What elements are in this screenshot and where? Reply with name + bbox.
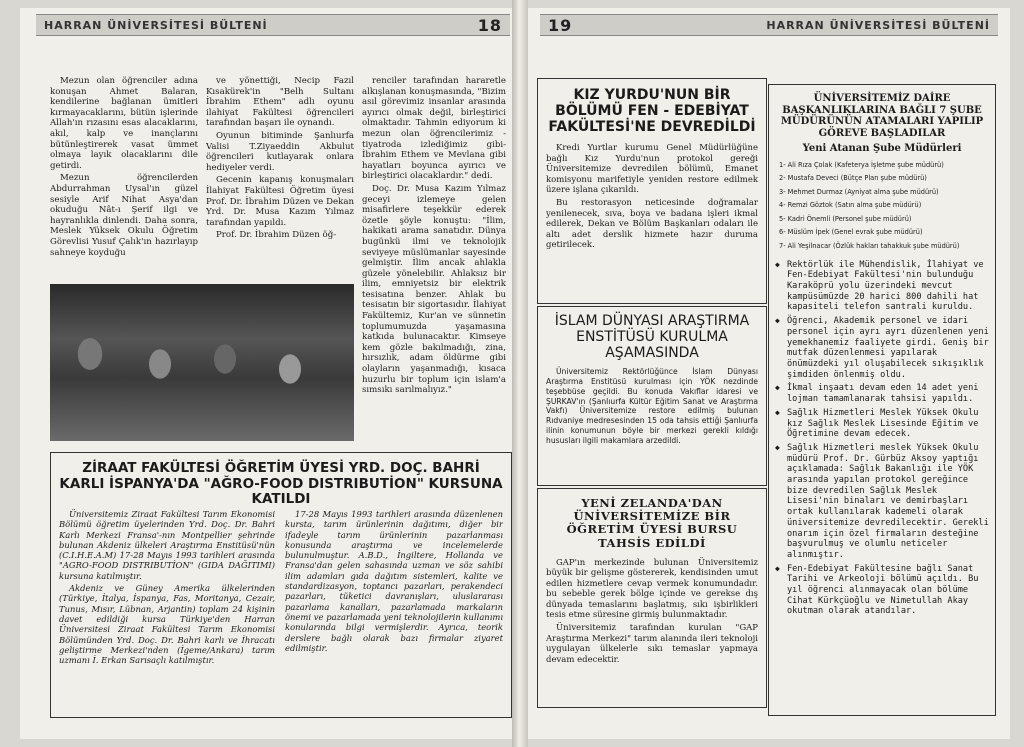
manager-item: 3- Mehmet Durmaz (Ayniyat alma şube müdürü): [779, 187, 939, 196]
right-page-number: 19: [548, 15, 573, 35]
ziraat-col2: [285, 509, 503, 711]
news-bullet: ◆ İkmal inşaatı devam eden 14 adet yeni lojman tamamlanarak tahsisi yapıldı.: [775, 383, 989, 404]
paragraph: Prof. Dr. İbrahim Düzen öğ-: [216, 230, 337, 241]
paragraph: Üniversitemiz Ziraat Fakültesi Tarım Ekonomisi Bölümü öğretim üyelerinden Yrd. Doç. Dr. Bahri Karlı Merkezi Fransa'-nın Montpellier şehrinde bulunan Akdeniz ülkeleri Araştırma Enstitüsü'nün (C.I.H.E.A.M) 17-28 Mayıs 1993 tarihleri arasında "AGRO-FOOD DISTRIBUTİON" (GIDA DAĞITIMI) kursuna katılmıştır.: [59, 509, 275, 581]
islam-title: İSLAM DÜNYASI ARAŞTIRMA ENSTİTÜSÜ KURULMA AŞAMASINDA: [554, 313, 750, 362]
manager-item: 2- Mustafa Deveci (Bütçe Plan şube müdürü): [779, 174, 927, 183]
manager-list: [773, 159, 995, 254]
left-page-header: [36, 14, 510, 36]
news-bullet: ◆ Fen-Edebiyat Fakültesine bağlı Sanat Tarihi ve Arkeoloji bölümü açıldı. Bu yıl öğrenci alınmayacak olan bölüme Cihat Kürkçüoğlu ve Nimetullah Akay okutman olarak atandılar.: [775, 564, 989, 618]
news-bullet: ◆ Sağlık Hizmetleri meslek Yüksek Okulu müdürü Prof. Dr. Gürbüz Aksoy yaptığı açıklamada: Sağlık Bakanlığı ile YÖK arasında yapılan protokol gereğince bize devredilen Sağlık Meslek Lisesi'nin binaları ve demirbaşları ortak kullanılarak kademeli olarak üniversitemize devredilecektir. Gerekli onarım için özel firmaların desteğine başvurulmuş ve olumlu neticeler alınmıştır.: [775, 443, 989, 561]
left-article-col2: [206, 76, 354, 278]
manager-item: 7- Ali Yeşilnacar (Özlük hakları tahakkuk şube müdürü): [779, 242, 960, 251]
left-page-number: 18: [477, 15, 502, 35]
ziraat-col1: [59, 509, 275, 711]
paragraph: Oyunun bitiminde Şanlıurfa Valisi T.Ziyaeddin Akbulut öğrencileri kutlayarak onlara hediyeler verdi.: [206, 130, 354, 173]
ziraat-title: ZİRAAT FAKÜLTESİ ÖĞRETİM ÜYESİ YRD. DOÇ. BAHRİ KARLI İSPANYA'DA "AĞRO-FOOD DISTRIBUTİON" KURSUNA KATILDI: [59, 460, 503, 508]
islam-arastirma-box: [537, 306, 767, 486]
news-bullet: ◆ Rektörlük ile Mühendislik, İlahiyat ve Fen-Edebiyat Fakültesi'nin bulunduğu Karaköprü yolu üzerindeki mevcut kampüsümüzde 20 harici 800 dahili hat kapasiteli telefon santrali kuruldu.: [775, 260, 989, 314]
paragraph: Üniversitemiz Rektörlüğünce İslam Dünyası Araştırma Enstitüsü kurulması için YÖK nezdinde teşebbüse geçildi. Bu konuda Vakıflar idaresi ve ŞURKAV'ın (Şanlıurfa Kültür Eğitim Sanat ve Araştırma Vakfı) Üniversitemize restore edilmiş bulunan Rıdvaniye medresesinden 15 oda tahsis ettiği Şanlıurfa ilinin konumunun böyle bir merkezi gerekli kıldığı hususları ilgili makamlara arzedildi.: [546, 367, 758, 445]
kiz-yurdu-box: [537, 78, 767, 304]
paragraph: GAP'ın merkezinde bulunan Üniversitemiz büyük bir gelişme göstererek, kendisinden umut edilen hizmetlere cevap vermek konumundadır. bu sebeble gerek bölge içinde ve gerekse dış dünyada temaslarını başlatmış, sıkı işbirlikleri tesis etme süresine girmiş bulunmaktadır.: [546, 557, 758, 620]
paragraph: Akdeniz ve Güney Amerika ülkelerinden (Türkiye, İtalya, İspanya, Fas, Moritanya, Cezair, Tunus, Mısır, Lübnan, Arjantin) toplam 24 kişinin davet edildiği kursa Türkiye'den Harran Üniversitesi Ziraat Fakültesi Tarım Ekonomisi Bölümünden Yrd. Doç. Dr. Bahri karlı ve İhracatı geliştirme Merkezi'nden (İgeme/Ankara) tarım uzmanı İ. Erkan Sarısaçlı katılmıştır.: [59, 583, 275, 666]
paragraph: Mezun öğrencilerden Abdurrahman Uysal'ın güzel sesiyle Arif Nihat Asya'dan okuduğu Nât-ı Şerif ilgi ve hayranlıkla dinlendi. Daha sonra, Meslek Yüksek Okulu Öğretim Görevlisi Yusuf Çalık'ın hazırlayıp sahneye koyduğu: [50, 173, 198, 258]
manager-item: 6- Müslüm İpek (Genel evrak şube müdürü): [779, 228, 923, 237]
daire-title: ÜNİVERSİTEMİZ DAİRE BAŞKANLIKLARINA BAĞLI 7 ŞUBE MÜDÜRÜNÜN ATAMALARI YAPILIP GÖREVE BAŞLADILAR: [780, 93, 984, 139]
daire-baskanliklari-box: [768, 84, 996, 716]
paragraph: Doç. Dr. Musa Kazım Yılmaz geceyi izlemeye gelen misafirlere teşekkür ederek özetle şöyle konuştu: "İlim, hakikati arama sanatıdır. Dünya bugünkü ilmi ve teknolojik seviyeye müslümanlar sayesinde gelmiştir. İlim ancak ahlakla güzele yönelebilir. Ahlaksız bir ilim, emniyetsiz bir elektrik tesisatına benzer. Ahlak bu tesisatın bir sigortasıdır. İlahiyat Fakültemiz, Kur'an ve sünnetin toplumumuzda yaşamasına katkıda bulunacaktır. Kimseye kem gözle bakılmadığı, zina, hırsızlık, adam öldürme gibi olayların yaşanmadığı, kısaca huzurlu bir toplum için islam'a sımsıkı sarılmalıyız.": [362, 183, 506, 396]
graduation-audience-photo: [50, 284, 354, 441]
paragraph: Gecenin kapanış konuşmaları İlahiyat Fakültesi Öğretim üyesi Prof. Dr. İbrahim Düzen ve Dekan Yrd. Dr. Musa Kazım Yılmaz tarafından yapıldı.: [206, 175, 354, 228]
yeni-zelanda-title: YENİ ZELANDA'DAN ÜNİVERSİTEMİZE BİR ÖĞRETİM ÜYESİ BURSU TAHSİS EDİLDİ: [566, 496, 738, 550]
page-gutter: [512, 0, 528, 747]
left-header-title: HARRAN ÜNİVERSİTESİ BÜLTENİ: [44, 18, 268, 32]
paragraph: Mezun olan öğrenciler adına konuşan Ahmet Balaran, kendilerine bağlanan ümitleri kırmayacaklarını, bütün işlerinde Allah'ın rızasını esas alacaklarını, akıl, kalp ve inançlarını bütünleştirerek vasat ümmet olmaya layık olacaklarını dile getirdi.: [50, 76, 198, 171]
daire-subtitle: Yeni Atanan Şube Müdürleri: [802, 143, 962, 154]
paragraph: renciler tarafından hararetle alkışlanan konuşmasında, "Bizim asıl görevimiz insanlar arasında ayırıcı olmak değil, birleştirici olmaktadır. Tahmin ediyorum ki mezun olan öğrencilerimiz -tiyatroda izlediğimiz gibi- İbrahim Ethem ve Mevlana gibi hayatları boyunca ayırıcı ve birleştirici olacaklardır." dedi.: [362, 76, 506, 182]
manager-item: 1- Ali Rıza Çolak (Kafeterya İşletme şube müdürü): [779, 160, 944, 169]
kiz-yurdu-title: KIZ YURDU'NUN BİR BÖLÜMÜ FEN - EDEBİYAT FAKÜLTESİ'NE DEVREDİLDİ: [548, 87, 756, 136]
paragraph: ve yönettiği, Necip Fazıl Kısakürek'in "Belh Sultanı İbrahim Ethem" adlı oyunu ilahiyat Fakültesi öğrencileri tarafından başarı ile oynandı.: [206, 76, 354, 129]
news-bullet: ◆ Öğrenci, Akademik personel ve idari personel için ayrı ayrı düzenlenen yeni yemekhanemiz faaliyete girdi. Geniş bir mutfak düzenlenmesi yapılarak önümüzdeki yıl oluşabilecek sıkışıklık şimdiden önlenmiş oldu.: [775, 316, 989, 380]
yeni-zelanda-box: [537, 488, 767, 708]
left-article-col3: [362, 76, 506, 442]
news-bullet-list: [775, 260, 989, 618]
paragraph: Bu restorasyon neticesinde doğramalar yenilenecek, sıva, boya ve badana işleri ikmal edilerek, Dekan ve Bölüm Başkanları odaları ile altı adet derslik hizmete hazır duruma getirilecek.: [546, 198, 758, 250]
manager-item: 4- Remzi Göztok (Satın alma şube müdürü): [779, 201, 922, 210]
manager-item: 5- Kadri Önemli (Personel şube müdürü): [779, 214, 912, 223]
right-page-header: [540, 14, 998, 36]
paragraph: 17-28 Mayıs 1993 tarihleri arasında düzenlenen kursta, tarım ürünlerinin dağıtımı, diğer bir ifadeyle tarım ürünlerinin pazarlanması konusunda araştırma ve incelemelerde bulunulmuştur. A.B.D., İngiltere, Hollanda ve Fransa'dan gelen sahasında uzman ve söz sahibi ilim adamları gıda dağıtım sistemleri, kalite ve standardizasyon, toptancı pazarları, perakendeci pazarları, tüketici davranışları, uluslararası pazarlama kanalları, pazarlamada markaların önemi ve pazarlamada yeni teknolojilerin kullanımı konularında bilgi vermişlerdir. Ayrıca, teorik derslere bağlı olarak bazı firmalar ziyaret edilmiştir.: [285, 509, 503, 653]
right-header-title: HARRAN ÜNİVERSİTESİ BÜLTENİ: [766, 18, 990, 32]
left-article-col1: [50, 76, 198, 278]
ziraat-article-box: [50, 452, 512, 718]
news-bullet: ◆ Sağlık Hizmetleri Meslek Yüksek Okulu kız Sağlık Meslek Lisesinde Eğitim ve Öğretimine devam edecek.: [775, 408, 989, 440]
paragraph: Üniversitemiz tarafından kurulan "GAP Araştırma Merkezi" tarım alanında ileri teknoloji uygulayan ülkelerle sıkı temaslar yapmaya devam edecektir.: [546, 623, 758, 665]
paragraph: Kredi Yurtlar kurumu Genel Müdürlüğüne bağlı Kız Yurdu'nun protokol gereği Üniversitemize devredilen bölümü, Emanet komisyonu marifetiyle yeniden restore edilmek üzere işlana çıkarıldı.: [546, 143, 758, 195]
